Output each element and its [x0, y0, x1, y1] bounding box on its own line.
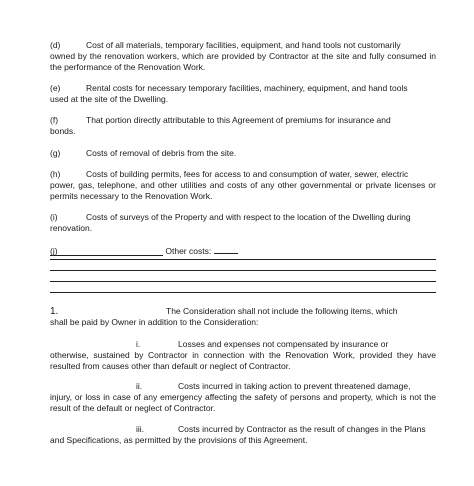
blank-line — [50, 281, 436, 282]
item-marker: (i) — [50, 212, 58, 222]
item-f — [50, 115, 436, 137]
item-text: Costs of removal of debris from the site. — [86, 148, 237, 158]
section-text-cont: shall be paid by Owner in addition to the Consideration: — [50, 317, 259, 327]
item-text: Cost of all materials, temporary facilities, equipment, and hand tools not customarily — [86, 40, 401, 50]
item-text: That portion directly attributable to this Agreement of premiums for insurance and — [86, 115, 391, 125]
sub-marker: iii. — [136, 424, 145, 434]
sub-text: Losses and expenses not compensated by insurance or — [178, 339, 389, 349]
sub-text: Costs incurred by Contractor as the result of changes in the Plans — [178, 424, 426, 434]
item-marker: (j) — [50, 246, 58, 256]
item-text: Rental costs for necessary temporary facilities, machinery, equipment, and hand tools — [86, 83, 408, 93]
item-d — [50, 40, 436, 73]
sub-marker: ii. — [136, 381, 143, 391]
blank-line — [50, 259, 436, 260]
item-marker: (g) — [50, 148, 61, 158]
other-costs-label: Other costs: — [165, 246, 212, 256]
item-text-cont: bonds. — [50, 126, 76, 136]
sub-text-cont: otherwise, sustained by Contractor in connection with the Renovation Work, provided they have resulted from causes other than default or neglect of Contractor. — [50, 350, 436, 371]
item-marker: (f) — [50, 115, 59, 125]
sub-item-i — [50, 339, 436, 372]
item-h — [50, 169, 436, 202]
sub-item-iii — [50, 424, 436, 446]
section-text: The Consideration shall not include the following items, which — [166, 306, 398, 316]
item-text-cont: renovation. — [50, 223, 93, 233]
item-marker-underline — [50, 246, 163, 256]
blank-line — [50, 292, 436, 293]
sub-item-ii — [50, 381, 436, 414]
item-e — [50, 83, 436, 105]
item-text-cont: power, gas, telephone, and other utilities and costs of any other governmental or private licenses or permits necessary to the Renovation Work. — [50, 180, 436, 201]
other-costs-blank — [214, 244, 238, 254]
item-text: Costs of surveys of the Property and with respect to the location of the Dwelling during — [86, 212, 411, 222]
item-text-cont: used at the site of the Dwelling. — [50, 94, 169, 104]
item-j — [50, 244, 436, 257]
item-marker: (e) — [50, 83, 61, 93]
sub-text-cont: and Specifications, as permitted by the provisions of this Agreement. — [50, 435, 308, 445]
blank-line — [50, 270, 436, 271]
section-1 — [50, 306, 436, 328]
sub-text: Costs incurred in taking action to prevent threatened damage, — [178, 381, 411, 391]
item-text: Costs of building permits, fees for access to and consumption of water, sewer, electric — [86, 169, 409, 179]
item-marker: (h) — [50, 169, 61, 179]
sub-text-cont: injury, or loss in case of any emergency affecting the safety of persons and property, which is not the result of the default or neglect of Contractor. — [50, 392, 436, 413]
section-number: 1. — [50, 306, 59, 317]
item-g — [50, 148, 436, 159]
item-text-cont: owned by the renovation workers, which are provided by Contractor at the site and fully consumed in the performance of the Renovation Work. — [50, 51, 436, 72]
item-i — [50, 212, 436, 234]
item-marker: (d) — [50, 40, 61, 50]
sub-marker: i. — [136, 339, 141, 349]
